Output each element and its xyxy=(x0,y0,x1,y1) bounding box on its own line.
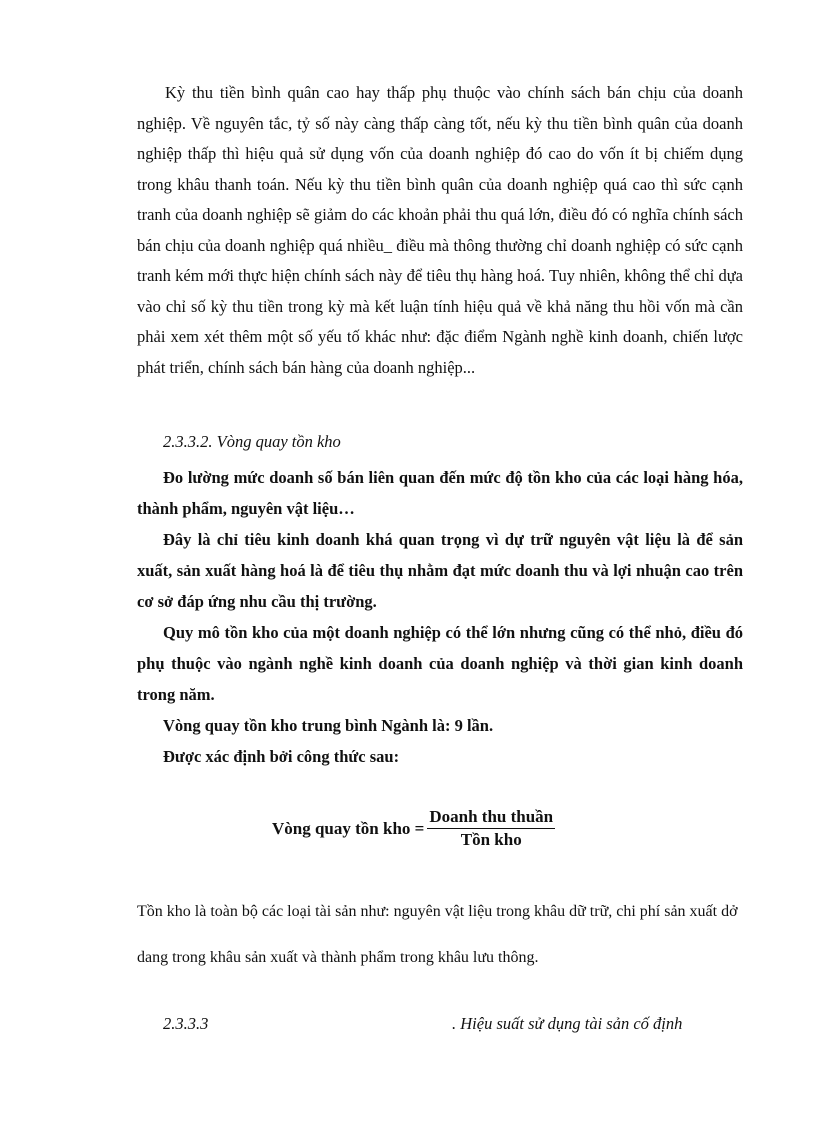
bold-paragraph-2: Đây là chỉ tiêu kinh doanh khá quan trọng vì dự trữ nguyên vật liệu là để sản xuất, sản xuất hàng hoá là để tiêu thụ nhằm đạt mức doanh thu và lợi nhuận cao trên cơ sở đáp ứng nhu cầu thị trường. xyxy=(137,530,743,611)
bold-paragraph-formula-intro: Được xác định bởi công thức sau: xyxy=(163,747,400,766)
bold-paragraph-1: Đo lường mức doanh số bán liên quan đến mức độ tồn kho của các loại hàng hóa, thành phẩm, nguyên vật liệu… xyxy=(137,468,743,518)
inventory-turnover-description xyxy=(137,462,743,772)
formula-numerator: Doanh thu thuần xyxy=(427,807,555,829)
section-number-2333: 2.3.3.3 xyxy=(163,1014,209,1033)
bold-paragraph-industry-average: Vòng quay tồn kho trung bình Ngành là: 9 lần. xyxy=(163,716,494,735)
paragraph-inventory-definition: Tồn kho là toàn bộ các loại tài sản như: nguyên vật liệu trong khâu dữ trữ, chi phí sản xuất dở dang trong khâu sản xuất và thành phẩm trong khâu lưu thông. xyxy=(137,903,738,966)
paragraph-receivable-period-text: Kỳ thu tiền bình quân cao hay thấp phụ thuộc vào chính sách bán chịu của doanh nghiệp. Về nguyên tắc, tỷ số này càng thấp càng tốt, nếu kỳ thu tiền bình quân của doanh nghiệp thấp thì hiệu quả sử dụng vốn của doanh nghiệp đó cao do vốn ít bị chiếm dụng trong khâu thanh toán. Nếu kỳ thu tiền bình quân của doanh nghiệp quá cao thì sức cạnh tranh của doanh nghiệp sẽ giảm do các khoản phải thu quá lớn, điều đó có nghĩa chính sách bán chịu của doanh nghiệp quá nhiều_ điều mà thông thường chỉ doanh nghiệp có sức cạnh tranh kém mới thực hiện chính sách này để tiêu thụ hàng hoá. Tuy nhiên, không thể chỉ dựa vào chỉ số kỳ thu tiền trong kỳ mà kết luận tính hiệu quả về khả năng thu hồi vốn mà cần phải xem xét thêm một số yếu tố khác như: đặc điểm Ngành nghề kinh doanh, chiến lược phát triển, chính sách bán hàng của doanh nghiệp... xyxy=(137,83,743,377)
section-title-fixed-asset-efficiency: . Hiệu suất sử dụng tài sản cố định xyxy=(452,1014,683,1033)
formula-fraction xyxy=(427,807,555,851)
formula-denominator: Tồn kho xyxy=(460,830,522,849)
formula-lhs: Vòng quay tồn kho = xyxy=(272,819,425,838)
inventory-turnover-formula xyxy=(272,806,555,852)
paragraph-receivable-period xyxy=(137,78,743,383)
bold-paragraph-3: Quy mô tồn kho của một doanh nghiệp có thể lớn nhưng cũng có thể nhỏ, điều đó phụ thuộc vào ngành nghề kinh doanh của doanh nghiệp và thời gian kinh doanh trong năm. xyxy=(137,623,743,704)
section-heading-inventory-turnover: 2.3.3.2. Vòng quay tồn kho xyxy=(163,432,341,451)
